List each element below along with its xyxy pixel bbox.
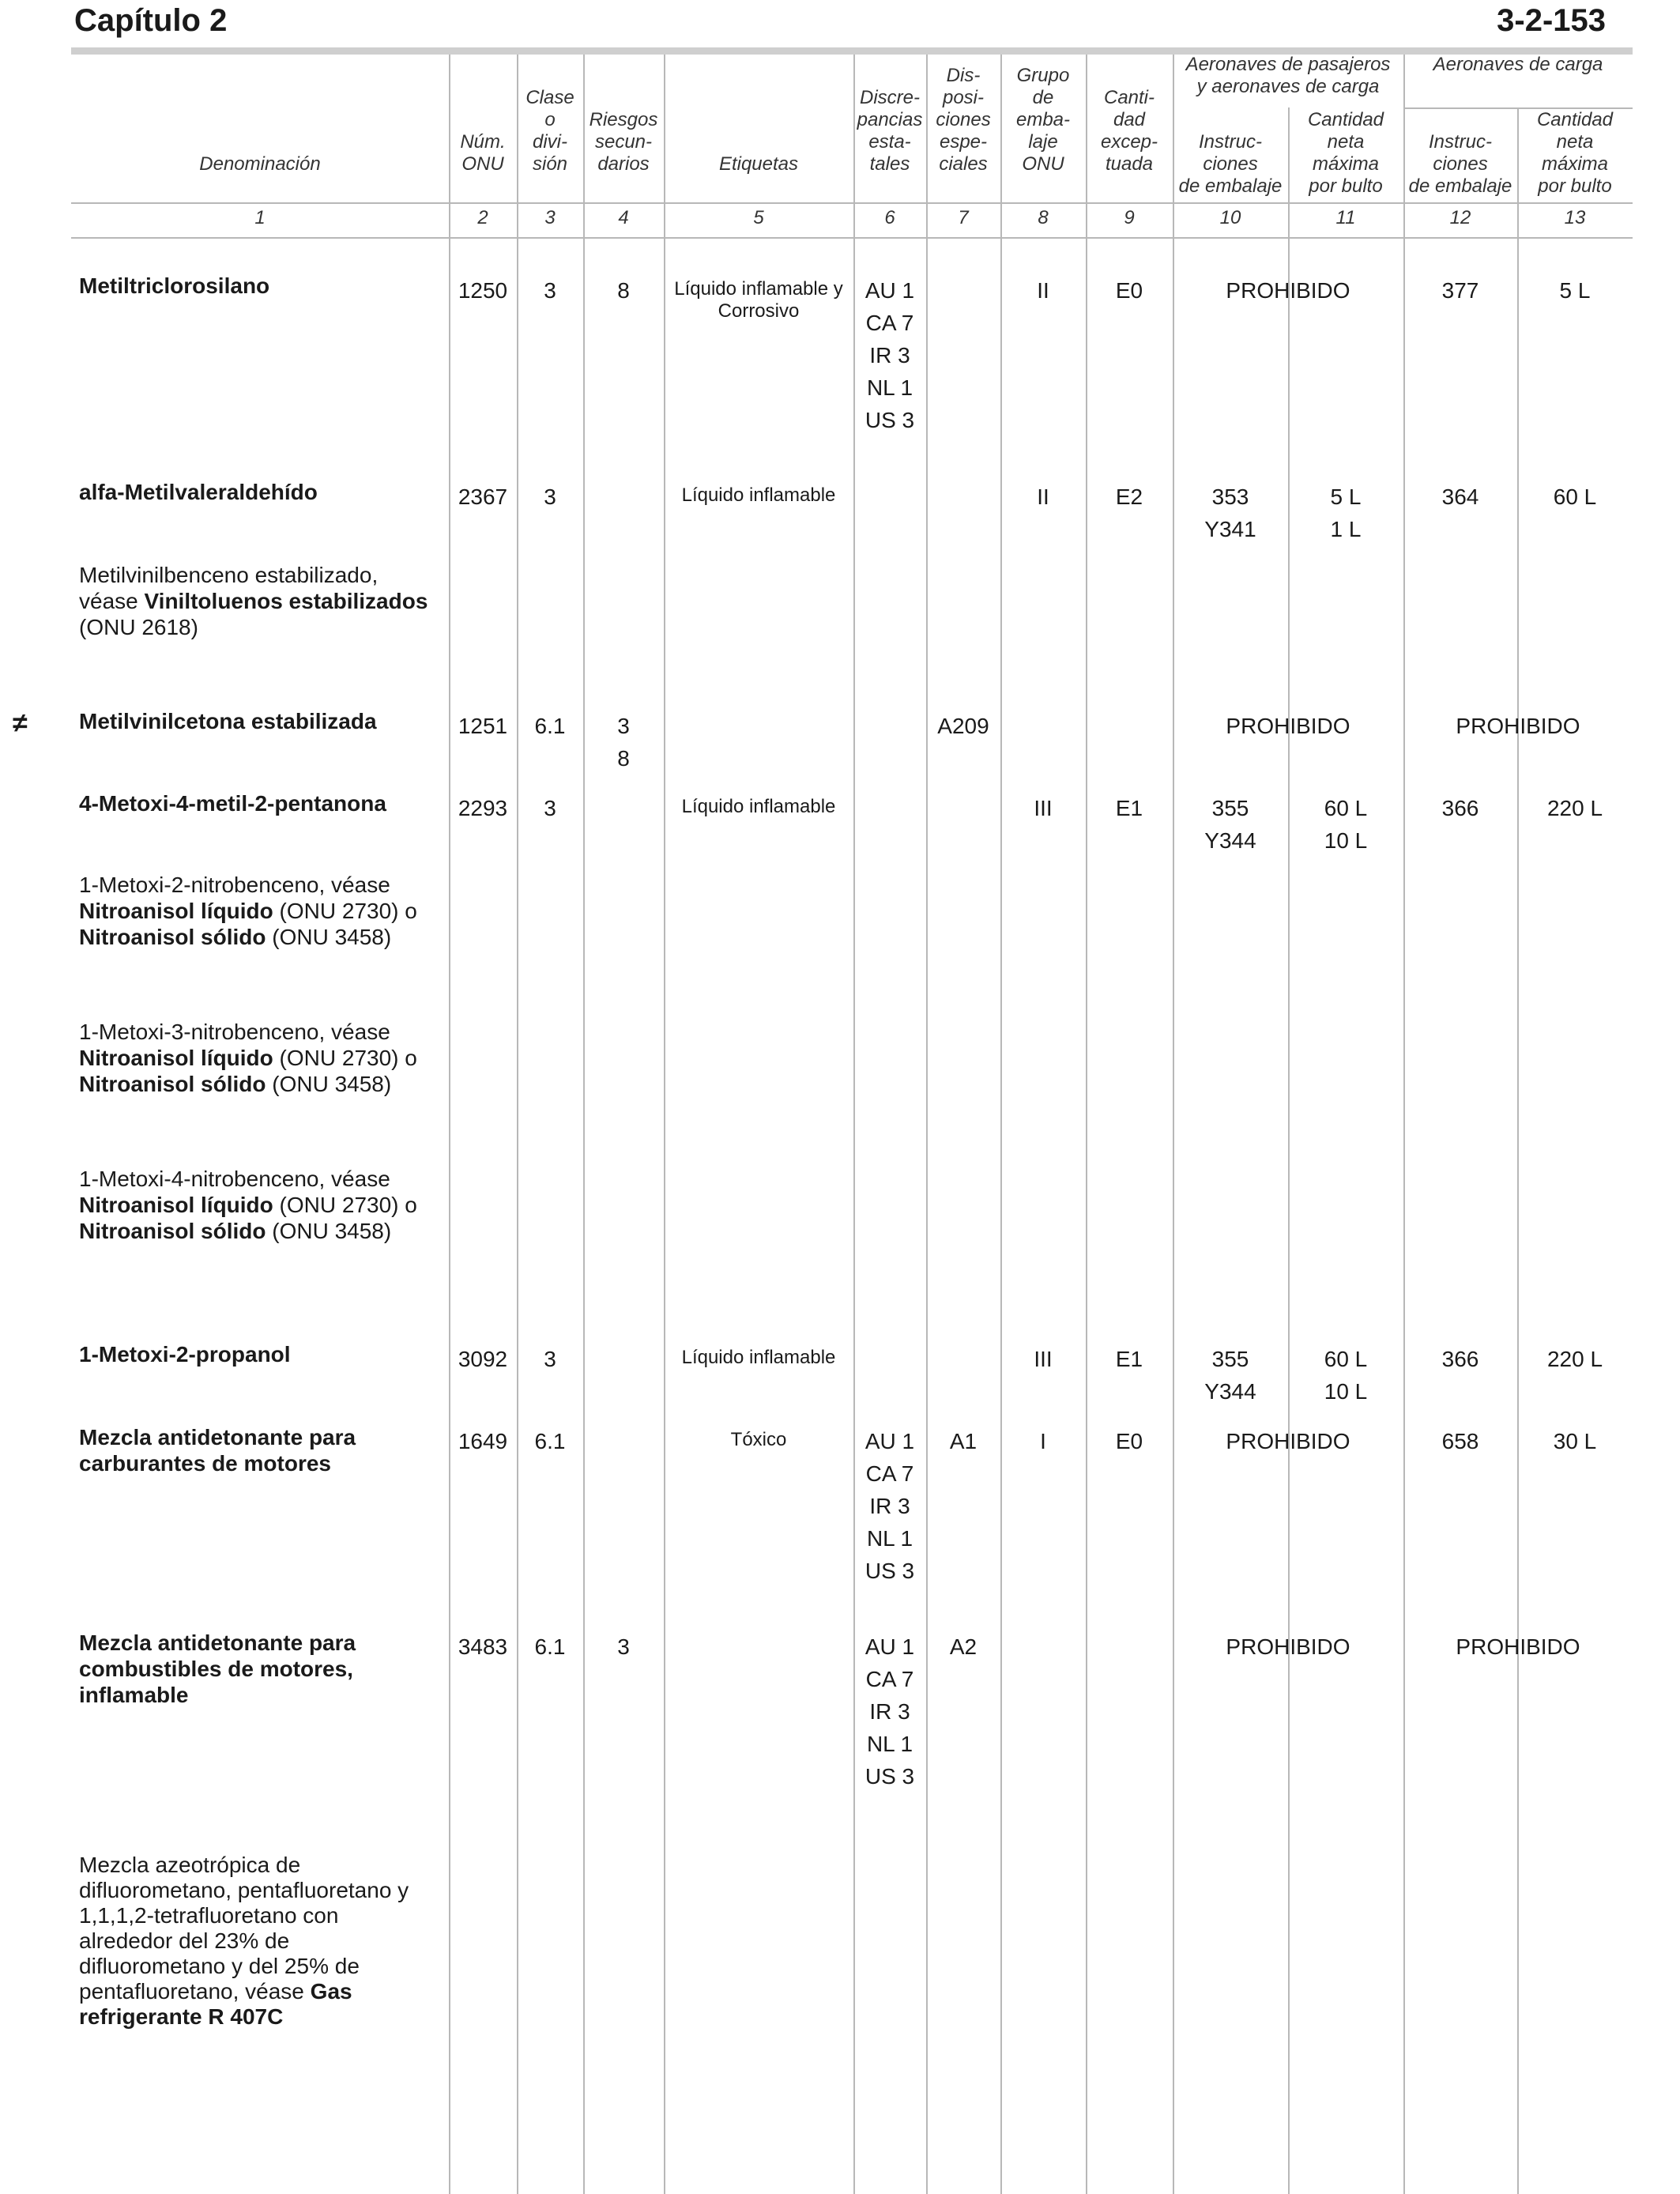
packing-group: III xyxy=(1034,796,1053,820)
cargo-max-quantity: 5 L xyxy=(1559,278,1591,303)
un-number: 2293 xyxy=(458,796,508,820)
col-divider xyxy=(1086,55,1087,2194)
cross-reference: Mezcla azeotrópica de difluorometano, pentafluoretano y 1,1,1,2-tetrafluoretano con alrededor del 23% de difluorometano y del 25% de pentafluoretano, véase Gas refrigerante R 407C xyxy=(79,1853,409,2029)
header-bottom-rule xyxy=(71,237,1633,239)
cargo-packing-instruction: 366 xyxy=(1441,1347,1479,1371)
cargo-forbidden: PROHIBIDO xyxy=(1456,1634,1580,1659)
class-division: 3 xyxy=(544,278,556,303)
col-header-packing-group: Grupo de emba- laje ONU xyxy=(1015,65,1071,175)
excepted-quantity: E0 xyxy=(1115,1429,1143,1453)
hazard-label: Líquido inflamable y Corrosivo xyxy=(674,278,843,322)
passenger-max-quantity: 60 L 10 L xyxy=(1324,796,1368,853)
special-provisions: A209 xyxy=(937,714,989,738)
col-header-labels: Etiquetas xyxy=(718,153,799,175)
excepted-quantity: E0 xyxy=(1115,278,1143,303)
class-division: 6.1 xyxy=(534,1429,566,1453)
packing-group: I xyxy=(1040,1429,1046,1453)
col-number: 1 xyxy=(254,207,266,228)
un-number: 3483 xyxy=(458,1634,508,1659)
passenger-max-quantity: 60 L 10 L xyxy=(1324,1347,1368,1404)
hazard-label: Líquido inflamable xyxy=(681,1347,836,1368)
cargo-max-quantity: 220 L xyxy=(1546,796,1603,820)
excepted-quantity: E1 xyxy=(1115,1347,1143,1371)
col-divider xyxy=(1288,107,1290,2194)
entry-name: 4-Metoxi-4-metil-2-pentanona xyxy=(79,791,386,816)
class-division: 3 xyxy=(544,1347,556,1371)
cargo-max-quantity: 60 L xyxy=(1553,484,1597,509)
class-division: 3 xyxy=(544,796,556,820)
subsidiary-risk: 3 8 xyxy=(617,714,630,771)
packing-group: II xyxy=(1037,278,1049,303)
page-number: 3-2-153 xyxy=(1497,3,1606,38)
col-number: 13 xyxy=(1564,207,1586,228)
passenger-forbidden: PROHIBIDO xyxy=(1226,278,1350,303)
col-number: 4 xyxy=(618,207,629,228)
entry-name: Metilvinilcetona estabilizada xyxy=(79,709,377,733)
cross-reference: Metilvinilbenceno estabilizado, véase Viniltoluenos estabilizados (ONU 2618) xyxy=(79,563,428,639)
state-discrepancies: AU 1 CA 7 IR 3 NL 1 US 3 xyxy=(864,1634,915,1789)
entry-name: alfa-Metilvaleraldehído xyxy=(79,480,318,504)
excepted-quantity: E1 xyxy=(1115,796,1143,820)
class-division: 3 xyxy=(544,484,556,509)
entry-name: Mezcla antidetonante para combustibles de motores, inflamable xyxy=(79,1630,356,1707)
col-divider xyxy=(1403,55,1405,2194)
cargo-forbidden: PROHIBIDO xyxy=(1456,714,1580,738)
passenger-forbidden: PROHIBIDO xyxy=(1226,714,1350,738)
excepted-quantity: E2 xyxy=(1115,484,1143,509)
col-number: 6 xyxy=(884,207,895,228)
packing-group: III xyxy=(1034,1347,1053,1371)
un-number: 1251 xyxy=(458,714,508,738)
hazard-label: Tóxico xyxy=(730,1429,787,1450)
col-header-special: Dis- posi- ciones espe- ciales xyxy=(936,65,991,175)
col-divider xyxy=(664,55,665,2194)
passenger-forbidden: PROHIBIDO xyxy=(1226,1429,1350,1453)
special-provisions: A1 xyxy=(949,1429,977,1453)
group-header-cargo: Aeronaves de carga xyxy=(1433,54,1603,75)
col-header-un: Núm. ONU xyxy=(460,131,506,175)
col-number: 7 xyxy=(958,207,969,228)
col-header-excepted: Canti- dad excep- tuada xyxy=(1100,87,1158,175)
col-divider xyxy=(1173,55,1174,2194)
col-number: 9 xyxy=(1124,207,1135,228)
col-number: 11 xyxy=(1335,207,1356,228)
col-number: 2 xyxy=(477,207,488,228)
special-provisions: A2 xyxy=(949,1634,977,1659)
passenger-packing-instruction: 353 Y341 xyxy=(1204,484,1256,541)
cargo-max-quantity: 220 L xyxy=(1546,1347,1603,1371)
passenger-max-quantity: 5 L 1 L xyxy=(1330,484,1362,541)
chapter-title: Capítulo 2 xyxy=(74,3,228,38)
hazard-label: Líquido inflamable xyxy=(681,796,836,817)
un-number: 3092 xyxy=(458,1347,508,1371)
class-division: 6.1 xyxy=(534,714,566,738)
cargo-packing-instruction: 366 xyxy=(1441,796,1479,820)
cargo-packing-instruction: 377 xyxy=(1441,278,1479,303)
subsidiary-risk: 3 xyxy=(617,1634,630,1659)
col-number: 5 xyxy=(753,207,764,228)
margin-change-mark: ≠ xyxy=(13,708,28,738)
cross-reference: 1-Metoxi-3-nitrobenceno, véase Nitroanisol líquido (ONU 2730) o Nitroanisol sólido (ONU 3458) xyxy=(79,1020,417,1096)
col-header-qty-pax: Cantidad neta máxima por bulto xyxy=(1307,109,1384,197)
cargo-packing-instruction: 658 xyxy=(1441,1429,1479,1453)
col-header-qty-cargo: Cantidad neta máxima por bulto xyxy=(1536,109,1614,197)
col-header-name: Denominación xyxy=(199,153,321,175)
col-divider xyxy=(583,55,585,2194)
hazard-label: Líquido inflamable xyxy=(681,484,836,506)
un-number: 2367 xyxy=(458,484,508,509)
cross-reference: 1-Metoxi-4-nitrobenceno, véase Nitroanisol líquido (ONU 2730) o Nitroanisol sólido (ONU 3458) xyxy=(79,1167,417,1243)
col-header-class: Clase o divi- sión xyxy=(525,87,574,175)
cargo-packing-instruction: 364 xyxy=(1441,484,1479,509)
header-rule xyxy=(71,202,1633,204)
col-divider xyxy=(1517,107,1519,2194)
col-number: 10 xyxy=(1219,207,1241,228)
col-header-pi-pax: Instruc- ciones de embalaje xyxy=(1178,131,1283,197)
un-number: 1250 xyxy=(458,278,508,303)
subsidiary-risk: 8 xyxy=(617,278,630,303)
passenger-forbidden: PROHIBIDO xyxy=(1226,1634,1350,1659)
state-discrepancies: AU 1 CA 7 IR 3 NL 1 US 3 xyxy=(864,1429,915,1583)
passenger-packing-instruction: 355 Y344 xyxy=(1204,1347,1256,1404)
passenger-packing-instruction: 355 Y344 xyxy=(1204,796,1256,853)
col-number: 8 xyxy=(1038,207,1049,228)
state-discrepancies: AU 1 CA 7 IR 3 NL 1 US 3 xyxy=(864,278,915,432)
cargo-max-quantity: 30 L xyxy=(1553,1429,1597,1453)
col-divider xyxy=(926,55,928,2194)
col-header-subrisk: Riesgos secun- darios xyxy=(589,109,658,175)
entry-name: Mezcla antidetonante para carburantes de motores xyxy=(79,1425,356,1476)
un-number: 1649 xyxy=(458,1429,508,1453)
col-divider xyxy=(1000,55,1002,2194)
group-header-passenger: Aeronaves de pasajeros y aeronaves de carga xyxy=(1185,54,1391,97)
col-divider xyxy=(449,55,450,2194)
class-division: 6.1 xyxy=(534,1634,566,1659)
entry-name: 1-Metoxi-2-propanol xyxy=(79,1342,291,1367)
col-number: 3 xyxy=(544,207,556,228)
col-number: 12 xyxy=(1449,207,1471,228)
col-header-discrepancies: Discre- pancias esta- tales xyxy=(857,87,923,175)
col-divider xyxy=(517,55,518,2194)
cross-reference: 1-Metoxi-2-nitrobenceno, véase Nitroanisol líquido (ONU 2730) o Nitroanisol sólido (ONU 3458) xyxy=(79,873,417,949)
col-header-pi-cargo: Instruc- ciones de embalaje xyxy=(1408,131,1512,197)
packing-group: II xyxy=(1037,484,1049,509)
entry-name: Metiltriclorosilano xyxy=(79,273,270,298)
